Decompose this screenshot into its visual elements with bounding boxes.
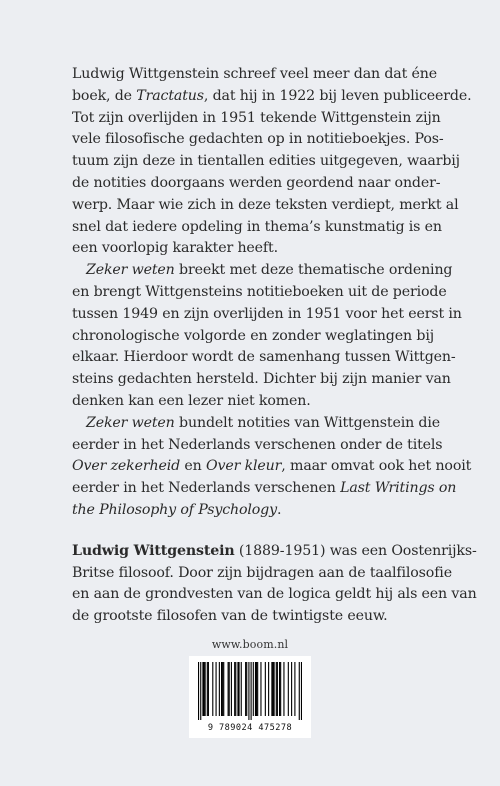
text-line: boek, de Tractatus, dat hij in 1922 bij leven publiceerde. <box>72 87 472 104</box>
barcode-bar <box>198 662 199 720</box>
book-title-over-kleur: Over kleur <box>206 458 282 475</box>
text-line: werp. Maar wie zich in deze teksten verdiept, merkt al <box>72 196 459 213</box>
text-line: Tot zijn overlijden in 1951 tekende Wittgenstein zijn <box>72 109 441 126</box>
barcode-bar <box>222 662 223 716</box>
text-line: Ludwig Wittgenstein (1889-1951) was een Oostenrijks- <box>72 542 477 559</box>
text-line: Zeker weten bundelt notities van Wittgenstein die <box>86 414 440 431</box>
text-line: elkaar. Hierdoor wordt de samenhang tussen Wittgen- <box>72 349 456 366</box>
barcode-bar <box>256 662 257 716</box>
barcode-bar <box>245 662 246 716</box>
barcode-bar <box>205 662 206 716</box>
barcode-bar <box>257 662 258 716</box>
barcode-bar <box>228 662 229 716</box>
isbn-barcode <box>189 656 311 738</box>
barcode-bar <box>221 662 222 716</box>
text-line: de notities doorgaans werden geordend naar onder- <box>72 174 441 191</box>
barcode-bar <box>200 662 201 720</box>
barcode-bar <box>291 662 292 716</box>
barcode-bar <box>246 662 247 716</box>
barcode-bar <box>241 662 242 716</box>
publisher-url: www.boom.nl <box>211 638 289 651</box>
barcode-bar <box>239 662 240 716</box>
barcode-bar <box>277 662 278 716</box>
blurb-paragraph-2 <box>72 260 462 413</box>
text-line: en brengt Wittgensteins notitieboeken uit de periode <box>72 283 447 300</box>
barcode-bar <box>280 662 281 716</box>
text-line: Over zekerheid en Over kleur, maar omvat ook het nooit <box>72 458 472 475</box>
text-line: vele filosofische gedachten op in notitieboekjes. Pos- <box>72 131 444 148</box>
barcode-bar <box>234 662 235 716</box>
isbn-digits: 9 789024 475278 <box>207 723 293 733</box>
text-line: Zeker weten breekt met deze thematische ordening <box>86 262 453 279</box>
barcode-bar <box>212 662 213 716</box>
text-line: denken kan een lezer niet komen. <box>72 392 311 409</box>
barcode-bar <box>271 662 272 716</box>
book-title-philosophy-of-psychology: the Philosophy of Psychology <box>72 501 277 518</box>
barcode-bar <box>231 662 232 716</box>
text-line: Ludwig Wittgenstein schreef veel meer dan dat éne <box>72 66 437 82</box>
author-name: Ludwig Wittgenstein <box>72 542 235 559</box>
barcode-bar <box>207 662 208 716</box>
barcode-bar <box>260 662 261 716</box>
barcode-bar <box>237 662 238 716</box>
barcode-bar <box>248 662 249 720</box>
barcode-bar <box>279 662 280 716</box>
author-bio <box>72 541 477 628</box>
barcode-bar <box>301 662 302 720</box>
book-title-zeker-weten: Zeker weten <box>86 414 175 431</box>
text-line: eerder in het Nederlands verschenen Last Writings on <box>72 480 457 497</box>
barcode-bar <box>276 662 277 716</box>
blurb-paragraph-3 <box>72 413 472 522</box>
barcode-bars <box>198 662 302 720</box>
text-line: the Philosophy of Psychology. <box>72 501 282 518</box>
barcode-bar <box>274 662 275 716</box>
book-title-zeker-weten: Zeker weten <box>86 262 175 279</box>
barcode-bar <box>268 662 269 716</box>
text-line: tussen 1949 en zijn overlijden in 1951 voor het eerst in <box>72 305 462 322</box>
barcode-bar <box>283 662 284 716</box>
barcode-bar <box>229 662 230 716</box>
text-line: eerder in het Nederlands verschenen onder de titels <box>72 436 443 453</box>
book-title-last-writings: Last Writings on <box>340 480 457 497</box>
barcode-bar <box>255 662 256 716</box>
barcode-bar <box>208 662 209 716</box>
text-line: de grootste filosofen van de twintigste eeuw. <box>72 608 388 625</box>
back-cover-text <box>72 64 477 628</box>
barcode-bar <box>299 662 300 720</box>
text-line: Britse filosoof. Door zijn bijdragen aan de taalfilosofie <box>72 564 452 581</box>
text-line: chronologische volgorde en zonder weglatingen bij <box>72 327 434 344</box>
text-line: steins gedachten hersteld. Dichter bij zijn manier van <box>72 371 451 388</box>
text-line: snel dat iedere opdeling in thema’s kunstmatig is en <box>72 218 442 235</box>
barcode-bar <box>235 662 236 716</box>
barcode-bar <box>223 662 224 716</box>
barcode-bar <box>203 662 204 716</box>
barcode-bar <box>216 662 217 716</box>
barcode-bar <box>202 662 203 716</box>
barcode-bar <box>253 662 254 716</box>
blurb-paragraph-1 <box>72 64 472 260</box>
barcode-bar <box>219 662 220 716</box>
book-title-tractatus: Tractatus <box>136 87 204 104</box>
barcode-bar <box>272 662 273 716</box>
book-title-over-zekerheid: Over zekerheid <box>72 458 181 475</box>
text-line: en aan de grondvesten van de logica geldt hij als een van <box>72 586 477 603</box>
text-line: een voorlopig karakter heeft. <box>72 240 278 257</box>
barcode-bar <box>288 662 289 716</box>
barcode-bar <box>251 662 252 720</box>
barcode-bar <box>294 662 295 716</box>
barcode-bar <box>265 662 266 716</box>
text-line: tuum zijn deze in tientallen edities uitgegeven, waarbij <box>72 153 460 170</box>
